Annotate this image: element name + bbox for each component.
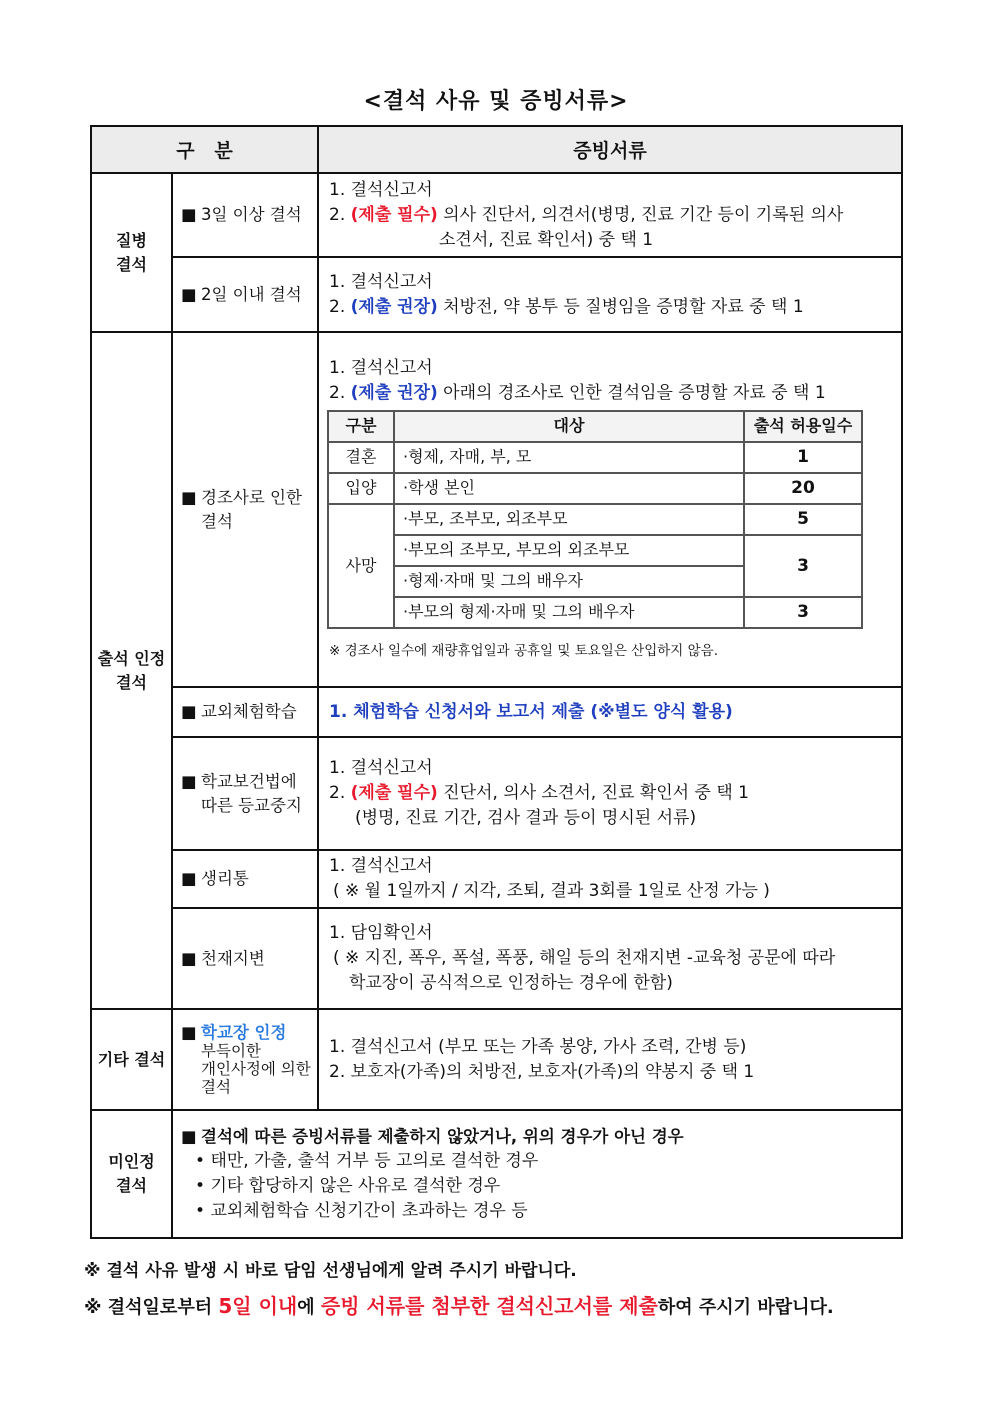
- sub-field-study: ■ 교외체험학습: [172, 687, 318, 737]
- ct-header-target: 대상: [394, 411, 744, 442]
- ct-days: 3: [744, 597, 862, 628]
- category-illness: 질병 결석: [91, 173, 172, 332]
- ct-header-days: 출석 허용일수: [744, 411, 862, 442]
- footer-note-2: ※ 결석일로부터 5일 이내에 증빙 서류를 첨부한 결석신고서를 제출하여 주시기 바랍니다.: [84, 1294, 834, 1318]
- docs-period: 1. 결석신고서 ( ※ 월 1일까지 / 지각, 조퇴, 결과 3회를 1일로 산정 가능 ): [318, 850, 902, 908]
- unrecognized-item: • 교외체험학습 신청기간이 초과하는 경우 등: [195, 1201, 528, 1221]
- ct-header-type: 구분: [328, 411, 394, 442]
- ct-type-marriage: 결혼: [328, 442, 394, 473]
- sub-disaster: ■ 천재지변: [172, 908, 318, 1009]
- sub-period: ■ 생리통: [172, 850, 318, 908]
- condolence-table: [327, 410, 863, 629]
- unrecognized-heading: ■ 결석에 따른 증빙서류를 제출하지 않았거나, 위의 경우가 아닌 경우: [181, 1127, 684, 1146]
- docs-field-study: 1. 체험학습 신청서와 보고서 제출 (※별도 양식 활용): [318, 687, 902, 737]
- ct-type-death: 사망: [328, 504, 394, 628]
- category-attendance: 출석 인정 결석: [91, 332, 172, 1009]
- ct-target: ·부모, 조부모, 외조부모: [394, 504, 744, 535]
- unrecognized-item: • 기타 합당하지 않은 사유로 결석한 경우: [195, 1176, 501, 1196]
- category-unrecognized: 미인정 결석: [91, 1110, 172, 1238]
- unrecognized-item: • 태만, 가출, 출석 거부 등 고의로 결석한 경우: [195, 1151, 539, 1171]
- ct-target: ·부모의 조부모, 부모의 외조부모: [394, 535, 744, 566]
- ct-target: ·형제, 자매, 부, 모: [394, 442, 744, 473]
- ct-target: ·형제·자매 및 그의 배우자: [394, 566, 744, 597]
- ct-days: 5: [744, 504, 862, 535]
- sub-3days: ■ 3일 이상 결석: [172, 173, 318, 257]
- sub-school-health: ■ 학교보건법에 따른 등교중지: [172, 737, 318, 850]
- absence-table: [90, 125, 903, 1239]
- page-title: <결석 사유 및 증빙서류>: [363, 89, 629, 114]
- sub-other: ■ 학교장 인정 부득이한 개인사정에 의한 결석: [172, 1009, 318, 1110]
- footer-note-1: ※ 결석 사유 발생 시 바로 담임 선생님에게 알려 주시기 바랍니다.: [84, 1261, 577, 1281]
- ct-days: 3: [744, 535, 862, 597]
- category-other: 기타 결석: [91, 1009, 172, 1110]
- docs-other: 1. 결석신고서 (부모 또는 가족 봉양, 가사 조력, 간병 등) 2. 보호자(가족)의 처방전, 보호자(가족)의 약봉지 중 택 1: [318, 1009, 902, 1110]
- ct-target: ·부모의 형제·자매 및 그의 배우자: [394, 597, 744, 628]
- docs-2days: 1. 결석신고서 2. (제출 권장) 처방전, 약 봉투 등 질병임을 증명할 자료 중 택 1: [318, 257, 902, 332]
- ct-target: ·학생 본인: [394, 473, 744, 504]
- docs-unrecognized: [172, 1110, 902, 1238]
- docs-disaster: 1. 담임확인서 ( ※ 지진, 폭우, 폭설, 폭풍, 해일 등의 천재지변 -교육청 공문에 따라 학교장이 공식적으로 인정하는 경우에 한함): [318, 908, 902, 1009]
- docs-school-health: 1. 결석신고서 2. (제출 필수) 진단서, 의사 소견서, 진료 확인서 중 택 1 (병명, 진료 기간, 검사 결과 등이 명시된 서류): [318, 737, 902, 850]
- ct-days: 20: [744, 473, 862, 504]
- header-category: 구 분: [91, 126, 318, 173]
- docs-condolence: 1. 결석신고서 2. (제출 권장) 아래의 경조사로 인한 결석임을 증명할 자료 중 택 1 구분 대상 출석 허용일수 결혼 ·형제, 자매, 부, 모 1 입양 ·학생 본인 20 사망 ·부모, 조부모, 외조부모 5 ·부모의 조부모, 부모의 외조부모 3 ·형제·자매 및 그의 배우자 ·부모의 형제·자매 및 그의 배우자 3 ※ 경조사 일수에 재량휴업일과 공휴일 및 토요일은 산입하지 않음.: [318, 332, 902, 687]
- condolence-note: ※ 경조사 일수에 재량휴업일과 공휴일 및 토요일은 산입하지 않음.: [329, 642, 718, 659]
- sub-2days: ■ 2일 이내 결석: [172, 257, 318, 332]
- docs-3days: 1. 결석신고서 2. (제출 필수) 의사 진단서, 의견서(병명, 진료 기간 등이 기록된 의사 소견서, 진료 확인서) 중 택 1: [318, 173, 902, 257]
- ct-days: 1: [744, 442, 862, 473]
- header-documents: 증빙서류: [318, 126, 902, 173]
- sub-condolence: ■ 경조사로 인한 결석: [172, 332, 318, 687]
- ct-type-adoption: 입양: [328, 473, 394, 504]
